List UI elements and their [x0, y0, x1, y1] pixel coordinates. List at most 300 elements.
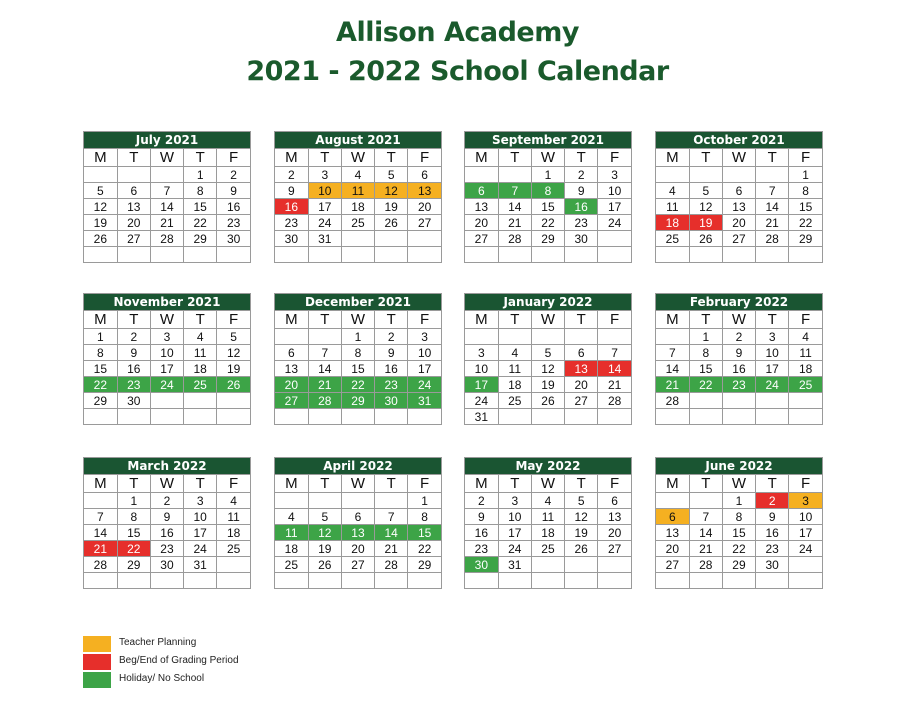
weekday-header: F [408, 311, 441, 329]
weekday-header: W [722, 149, 755, 167]
day-cell: 19 [531, 377, 564, 393]
day-cell: 1 [117, 493, 150, 509]
week-row [275, 493, 441, 509]
day-cell: 10 [598, 183, 631, 199]
day-cell: 13 [598, 509, 631, 525]
day-cell: 15 [722, 525, 755, 541]
weekday-header: W [722, 311, 755, 329]
day-cell: 30 [150, 557, 183, 573]
day-cell: 27 [341, 557, 374, 573]
day-cell: 31 [498, 557, 531, 573]
day-cell: 3 [789, 493, 822, 509]
day-cell: 30 [565, 231, 598, 247]
empty-cell [184, 409, 217, 425]
week-row [84, 573, 250, 589]
empty-cell [789, 247, 822, 263]
day-cell: 24 [498, 541, 531, 557]
week-row [275, 541, 441, 557]
day-cell: 27 [598, 541, 631, 557]
weekday-header: W [341, 475, 374, 493]
empty-cell [498, 573, 531, 589]
day-cell: 14 [308, 361, 341, 377]
empty-cell [789, 393, 822, 409]
day-cell: 1 [722, 493, 755, 509]
day-cell: 12 [689, 199, 722, 215]
empty-cell [341, 409, 374, 425]
day-cell: 8 [531, 183, 564, 199]
month-table [84, 474, 250, 588]
day-cell: 11 [217, 509, 250, 525]
week-row [84, 493, 250, 509]
day-cell: 8 [408, 509, 441, 525]
weekday-header: T [498, 311, 531, 329]
day-cell: 2 [275, 167, 308, 183]
day-cell: 16 [150, 525, 183, 541]
day-cell: 26 [689, 231, 722, 247]
week-row [465, 393, 631, 409]
empty-cell [789, 409, 822, 425]
day-cell: 23 [217, 215, 250, 231]
week-row [84, 377, 250, 393]
day-cell: 25 [531, 541, 564, 557]
empty-cell [117, 573, 150, 589]
month-september-2021 [464, 131, 632, 263]
day-cell: 6 [341, 509, 374, 525]
empty-cell [275, 409, 308, 425]
month-january-2022 [464, 293, 632, 425]
week-row [656, 183, 822, 199]
day-cell: 16 [275, 199, 308, 215]
week-row [275, 525, 441, 541]
empty-cell [656, 573, 689, 589]
day-cell: 4 [656, 183, 689, 199]
weekday-header: M [275, 311, 308, 329]
day-cell: 28 [84, 557, 117, 573]
empty-cell [217, 247, 250, 263]
empty-cell [598, 231, 631, 247]
day-cell: 16 [722, 361, 755, 377]
empty-cell [656, 493, 689, 509]
week-row [84, 345, 250, 361]
weekday-header: M [465, 475, 498, 493]
empty-cell [308, 409, 341, 425]
weekday-header: W [150, 311, 183, 329]
day-cell: 8 [689, 345, 722, 361]
day-cell: 6 [656, 509, 689, 525]
week-row [656, 215, 822, 231]
day-cell: 18 [275, 541, 308, 557]
day-cell: 10 [498, 509, 531, 525]
day-cell: 2 [722, 329, 755, 345]
day-cell: 13 [275, 361, 308, 377]
weekday-header: T [565, 475, 598, 493]
day-cell: 22 [84, 377, 117, 393]
empty-cell [308, 329, 341, 345]
day-cell: 3 [184, 493, 217, 509]
day-cell: 13 [722, 199, 755, 215]
empty-cell [308, 493, 341, 509]
empty-cell [308, 573, 341, 589]
empty-cell [498, 247, 531, 263]
day-cell: 27 [465, 231, 498, 247]
day-cell: 6 [598, 493, 631, 509]
day-cell: 8 [117, 509, 150, 525]
month-table [84, 310, 250, 424]
day-cell: 9 [722, 345, 755, 361]
day-cell: 31 [308, 231, 341, 247]
empty-cell [217, 557, 250, 573]
day-cell: 10 [756, 345, 789, 361]
day-cell: 25 [275, 557, 308, 573]
weekday-header: F [789, 311, 822, 329]
weekday-header: W [531, 149, 564, 167]
weekday-header: T [308, 149, 341, 167]
day-cell: 2 [117, 329, 150, 345]
day-cell: 24 [308, 215, 341, 231]
empty-cell [408, 573, 441, 589]
legend-swatch [83, 654, 111, 670]
day-cell: 25 [184, 377, 217, 393]
day-cell: 22 [789, 215, 822, 231]
week-row [275, 557, 441, 573]
day-cell: 10 [465, 361, 498, 377]
day-cell: 3 [150, 329, 183, 345]
month-table [465, 474, 631, 588]
empty-cell [275, 329, 308, 345]
day-cell: 14 [498, 199, 531, 215]
week-row [465, 329, 631, 345]
week-row [275, 183, 441, 199]
week-row [656, 573, 822, 589]
empty-cell [498, 167, 531, 183]
day-cell: 17 [408, 361, 441, 377]
day-cell: 15 [184, 199, 217, 215]
weekday-header: T [117, 149, 150, 167]
day-cell: 24 [756, 377, 789, 393]
day-cell: 14 [756, 199, 789, 215]
day-cell: 9 [217, 183, 250, 199]
empty-cell [498, 329, 531, 345]
empty-cell [150, 573, 183, 589]
legend-swatch [83, 636, 111, 652]
week-row [656, 509, 822, 525]
empty-cell [341, 231, 374, 247]
empty-cell [465, 247, 498, 263]
weekday-header: T [756, 149, 789, 167]
day-cell: 5 [217, 329, 250, 345]
month-header: September 2021 [465, 132, 631, 148]
day-cell: 28 [498, 231, 531, 247]
week-row [656, 525, 822, 541]
day-cell: 25 [341, 215, 374, 231]
empty-cell [565, 409, 598, 425]
weekday-header: F [789, 475, 822, 493]
empty-cell [275, 493, 308, 509]
weekday-header: T [117, 311, 150, 329]
empty-cell [722, 247, 755, 263]
weekday-header: T [375, 311, 408, 329]
week-row [275, 215, 441, 231]
day-cell: 28 [598, 393, 631, 409]
day-cell: 7 [498, 183, 531, 199]
week-row [465, 345, 631, 361]
day-cell: 29 [531, 231, 564, 247]
empty-cell [150, 167, 183, 183]
day-cell: 29 [789, 231, 822, 247]
weekday-header: W [531, 475, 564, 493]
day-cell: 28 [756, 231, 789, 247]
day-cell: 1 [531, 167, 564, 183]
weekday-header: M [656, 149, 689, 167]
day-cell: 12 [375, 183, 408, 199]
empty-cell [308, 247, 341, 263]
week-row [656, 377, 822, 393]
empty-cell [465, 329, 498, 345]
month-header: July 2021 [84, 132, 250, 148]
day-cell: 19 [308, 541, 341, 557]
day-cell: 16 [375, 361, 408, 377]
empty-cell [565, 329, 598, 345]
day-cell: 11 [656, 199, 689, 215]
month-header: October 2021 [656, 132, 822, 148]
day-cell: 4 [184, 329, 217, 345]
day-cell: 16 [465, 525, 498, 541]
day-cell: 18 [789, 361, 822, 377]
page-subtitle: 2021 - 2022 School Calendar [246, 56, 669, 87]
week-row [465, 361, 631, 377]
page-title: Allison Academy [336, 17, 579, 48]
month-table [656, 310, 822, 424]
empty-cell [150, 393, 183, 409]
weekday-header: T [184, 311, 217, 329]
week-row [465, 493, 631, 509]
day-cell: 20 [117, 215, 150, 231]
month-table [275, 474, 441, 588]
day-cell: 10 [308, 183, 341, 199]
empty-cell [722, 573, 755, 589]
day-cell: 9 [150, 509, 183, 525]
weekday-header: T [498, 475, 531, 493]
empty-cell [756, 393, 789, 409]
day-cell: 29 [408, 557, 441, 573]
week-row [465, 377, 631, 393]
empty-cell [408, 247, 441, 263]
weekday-header: T [756, 311, 789, 329]
day-cell: 2 [756, 493, 789, 509]
day-cell: 31 [465, 409, 498, 425]
day-cell: 30 [756, 557, 789, 573]
week-row [84, 541, 250, 557]
empty-cell [84, 247, 117, 263]
day-cell: 3 [308, 167, 341, 183]
day-cell: 7 [150, 183, 183, 199]
empty-cell [531, 573, 564, 589]
empty-cell [84, 409, 117, 425]
empty-cell [722, 409, 755, 425]
weekday-header: T [565, 311, 598, 329]
weekday-header: T [689, 475, 722, 493]
week-row [84, 231, 250, 247]
day-cell: 1 [184, 167, 217, 183]
day-cell: 12 [308, 525, 341, 541]
weekday-header: T [117, 475, 150, 493]
weekday-header: T [308, 475, 341, 493]
day-cell: 13 [656, 525, 689, 541]
week-row [465, 231, 631, 247]
day-cell: 23 [756, 541, 789, 557]
empty-cell [117, 409, 150, 425]
day-cell: 9 [465, 509, 498, 525]
month-table [656, 148, 822, 262]
week-row [84, 329, 250, 345]
day-cell: 13 [117, 199, 150, 215]
day-cell: 17 [598, 199, 631, 215]
week-row [275, 345, 441, 361]
empty-cell [756, 247, 789, 263]
day-cell: 29 [184, 231, 217, 247]
day-cell: 24 [598, 215, 631, 231]
day-cell: 3 [498, 493, 531, 509]
day-cell: 25 [498, 393, 531, 409]
week-row [656, 167, 822, 183]
day-cell: 20 [656, 541, 689, 557]
day-cell: 18 [531, 525, 564, 541]
day-cell: 3 [465, 345, 498, 361]
empty-cell [598, 409, 631, 425]
empty-cell [565, 557, 598, 573]
day-cell: 17 [498, 525, 531, 541]
week-row [465, 247, 631, 263]
empty-cell [150, 247, 183, 263]
empty-cell [531, 557, 564, 573]
day-cell: 21 [656, 377, 689, 393]
day-cell: 5 [375, 167, 408, 183]
week-row [275, 167, 441, 183]
day-cell: 28 [150, 231, 183, 247]
week-row [465, 167, 631, 183]
day-cell: 4 [341, 167, 374, 183]
week-row [275, 409, 441, 425]
day-cell: 18 [656, 215, 689, 231]
day-cell: 13 [565, 361, 598, 377]
day-cell: 7 [84, 509, 117, 525]
month-table [465, 148, 631, 262]
week-row [275, 199, 441, 215]
day-cell: 14 [84, 525, 117, 541]
day-cell: 21 [375, 541, 408, 557]
weekday-header: M [465, 311, 498, 329]
empty-cell [656, 167, 689, 183]
week-row [465, 573, 631, 589]
weekday-header: F [217, 311, 250, 329]
week-row [465, 525, 631, 541]
weekday-header: M [84, 475, 117, 493]
day-cell: 30 [465, 557, 498, 573]
empty-cell [184, 573, 217, 589]
day-cell: 23 [117, 377, 150, 393]
day-cell: 28 [656, 393, 689, 409]
day-cell: 10 [789, 509, 822, 525]
day-cell: 25 [789, 377, 822, 393]
weekday-header: M [275, 475, 308, 493]
day-cell: 19 [84, 215, 117, 231]
day-cell: 26 [308, 557, 341, 573]
day-cell: 26 [217, 377, 250, 393]
day-cell: 11 [275, 525, 308, 541]
day-cell: 15 [408, 525, 441, 541]
day-cell: 26 [84, 231, 117, 247]
legend-label: Holiday/ No School [119, 673, 205, 684]
empty-cell [84, 493, 117, 509]
day-cell: 6 [465, 183, 498, 199]
day-cell: 6 [408, 167, 441, 183]
empty-cell [465, 573, 498, 589]
day-cell: 6 [722, 183, 755, 199]
weekday-header: F [408, 475, 441, 493]
day-cell: 4 [217, 493, 250, 509]
day-cell: 22 [117, 541, 150, 557]
day-cell: 5 [84, 183, 117, 199]
weekday-header: F [789, 149, 822, 167]
day-cell: 9 [375, 345, 408, 361]
weekday-header: T [184, 149, 217, 167]
day-cell: 2 [375, 329, 408, 345]
day-cell: 1 [408, 493, 441, 509]
empty-cell [341, 493, 374, 509]
week-row [84, 509, 250, 525]
day-cell: 17 [789, 525, 822, 541]
month-header: June 2022 [656, 458, 822, 474]
month-june-2022 [655, 457, 823, 589]
day-cell: 11 [341, 183, 374, 199]
month-may-2022 [464, 457, 632, 589]
day-cell: 29 [722, 557, 755, 573]
day-cell: 15 [531, 199, 564, 215]
week-row [656, 493, 822, 509]
day-cell: 23 [565, 215, 598, 231]
day-cell: 20 [341, 541, 374, 557]
day-cell: 17 [184, 525, 217, 541]
day-cell: 2 [465, 493, 498, 509]
week-row [84, 215, 250, 231]
weekday-header: T [689, 149, 722, 167]
day-cell: 25 [656, 231, 689, 247]
weekday-header: T [375, 149, 408, 167]
month-february-2022 [655, 293, 823, 425]
empty-cell [598, 329, 631, 345]
day-cell: 29 [341, 393, 374, 409]
week-row [465, 215, 631, 231]
empty-cell [217, 573, 250, 589]
day-cell: 28 [689, 557, 722, 573]
day-cell: 16 [756, 525, 789, 541]
day-cell: 1 [689, 329, 722, 345]
day-cell: 7 [656, 345, 689, 361]
day-cell: 10 [150, 345, 183, 361]
day-cell: 11 [184, 345, 217, 361]
weekday-header: M [275, 149, 308, 167]
month-december-2021 [274, 293, 442, 425]
empty-cell [656, 409, 689, 425]
day-cell: 3 [408, 329, 441, 345]
week-row [656, 247, 822, 263]
week-row [275, 509, 441, 525]
empty-cell [789, 557, 822, 573]
weekday-header: W [531, 311, 564, 329]
day-cell: 4 [275, 509, 308, 525]
empty-cell [531, 409, 564, 425]
day-cell: 27 [565, 393, 598, 409]
